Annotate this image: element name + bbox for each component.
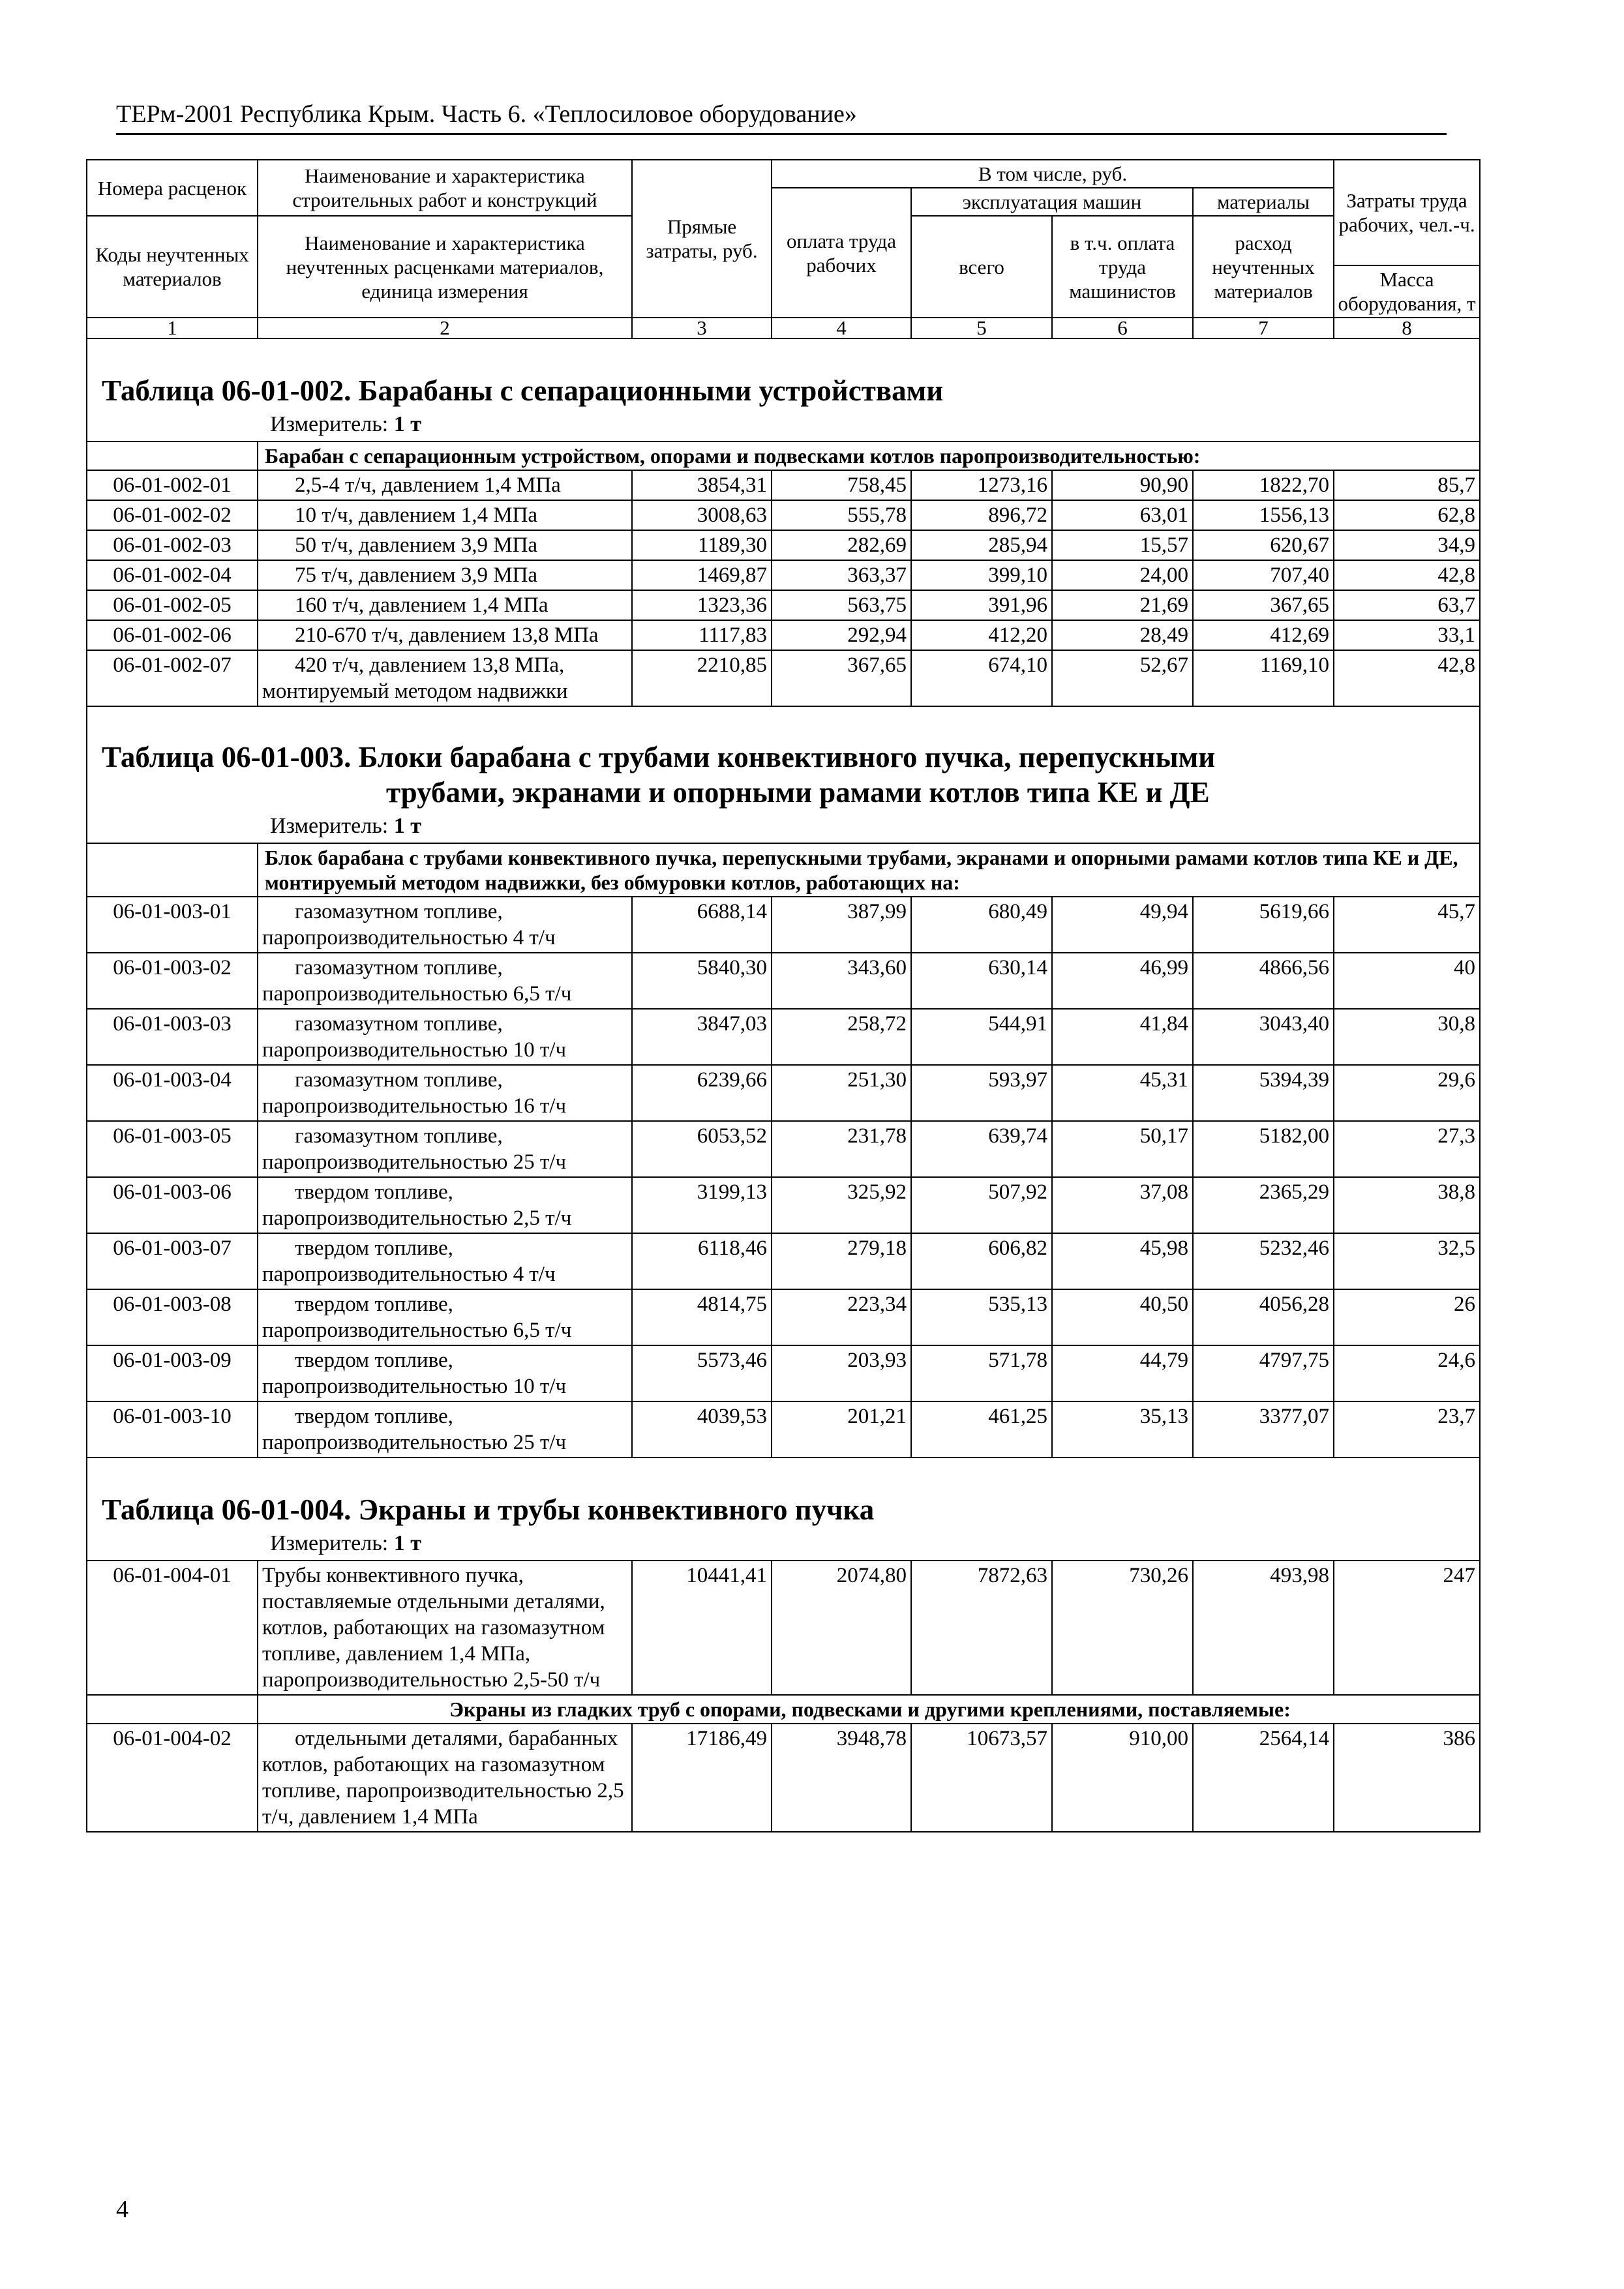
table-002-title: Таблица 06-01-002. Барабаны с сепарационными устройствами (102, 374, 944, 407)
rate-code: 06-01-004-02 (87, 1724, 258, 1832)
table-row (87, 953, 1480, 1009)
machines-total: 680,49 (911, 897, 1052, 953)
column-number: 4 (772, 318, 911, 338)
materials-cost: 2564,14 (1193, 1724, 1334, 1832)
machinist-wages: 35,13 (1052, 1401, 1193, 1458)
table-003-measure-row (87, 810, 1480, 843)
labor-hours: 30,8 (1334, 1009, 1480, 1065)
labor-hours: 85,7 (1334, 470, 1480, 500)
page-number: 4 (116, 2196, 128, 2223)
direct-costs: 3008,63 (632, 500, 772, 530)
col4-header: оплата труда рабочих (772, 188, 911, 318)
col3-header: Прямые затраты, руб. (632, 160, 772, 318)
table-row (87, 1009, 1480, 1065)
machinist-wages: 44,79 (1052, 1345, 1193, 1401)
machines-header: эксплуатация машин (911, 188, 1193, 216)
table-row (87, 500, 1480, 530)
labor-hours: 29,6 (1334, 1065, 1480, 1121)
machinist-wages: 50,17 (1052, 1121, 1193, 1177)
worker-wages: 203,93 (772, 1345, 911, 1401)
labor-hours: 40 (1334, 953, 1480, 1009)
table-002-measure-row (87, 408, 1480, 441)
machines-total: 571,78 (911, 1345, 1052, 1401)
table-row (87, 1401, 1480, 1458)
column-number: 8 (1334, 318, 1480, 338)
column-number: 6 (1052, 318, 1193, 338)
col8-bottom-header: Масса оборудования, т (1334, 265, 1480, 318)
machines-total: 399,10 (911, 560, 1052, 590)
rate-name: твердом топливе, паропроизводительностью 6,5 т/ч (258, 1289, 632, 1345)
direct-costs: 10441,41 (632, 1561, 772, 1695)
machines-total: 544,91 (911, 1009, 1052, 1065)
machines-total: 535,13 (911, 1289, 1052, 1345)
worker-wages: 201,21 (772, 1401, 911, 1458)
rate-name: отдельными деталями, барабанных котлов, работающих на газомазутном топливе, паропроизводительностью 2,5 т/ч, давлением 1,4 МПа (258, 1724, 632, 1832)
col6-header: в т.ч. оплата труда машинистов (1052, 216, 1193, 318)
rate-name: 160 т/ч, давлением 1,4 МПа (258, 590, 632, 620)
worker-wages: 223,34 (772, 1289, 911, 1345)
rate-name: твердом топливе, паропроизводительностью 10 т/ч (258, 1345, 632, 1401)
rate-code: 06-01-002-02 (87, 500, 258, 530)
machinist-wages: 49,94 (1052, 897, 1193, 953)
rate-code: 06-01-003-05 (87, 1121, 258, 1177)
rate-name: газомазутном топливе, паропроизводительностью 16 т/ч (258, 1065, 632, 1121)
table-row (87, 470, 1480, 500)
worker-wages: 292,94 (772, 620, 911, 650)
worker-wages: 343,60 (772, 953, 911, 1009)
table-row (87, 620, 1480, 650)
group-caption: Экраны из гладких труб с опорами, подвесками и другими креплениями, поставляемые: (258, 1695, 1480, 1724)
table-002-group-row (87, 441, 1480, 470)
labor-hours: 42,8 (1334, 650, 1480, 706)
materials-cost: 412,69 (1193, 620, 1334, 650)
measure-label: Измеритель: (270, 412, 389, 436)
materials-cost: 5182,00 (1193, 1121, 1334, 1177)
direct-costs: 6053,52 (632, 1121, 772, 1177)
rate-name: 210-670 т/ч, давлением 13,8 МПа (258, 620, 632, 650)
labor-hours: 42,8 (1334, 560, 1480, 590)
direct-costs: 5840,30 (632, 953, 772, 1009)
materials-header: материалы (1193, 188, 1334, 216)
materials-cost: 4056,28 (1193, 1289, 1334, 1345)
direct-costs: 4814,75 (632, 1289, 772, 1345)
rate-code: 06-01-003-03 (87, 1009, 258, 1065)
rate-code: 06-01-003-04 (87, 1065, 258, 1121)
rate-name: газомазутном топливе, паропроизводительностью 25 т/ч (258, 1121, 632, 1177)
column-number: 5 (911, 318, 1052, 338)
rate-name: 2,5-4 т/ч, давлением 1,4 МПа (258, 470, 632, 500)
rate-name: Трубы конвективного пучка, поставляемые отдельными деталями, котлов, работающих на газомазутном топливе, давлением 1,4 МПа, паропроизводительностью 2,5-50 т/ч (258, 1561, 632, 1695)
machines-total: 10673,57 (911, 1724, 1052, 1832)
labor-hours: 247 (1334, 1561, 1480, 1695)
measure-label: Измеритель: (270, 1531, 389, 1555)
worker-wages: 555,78 (772, 500, 911, 530)
materials-cost: 4797,75 (1193, 1345, 1334, 1401)
rate-code: 06-01-004-01 (87, 1561, 258, 1695)
table-row (87, 1561, 1480, 1695)
table-row (87, 1724, 1480, 1832)
materials-cost: 707,40 (1193, 560, 1334, 590)
table-row (87, 1121, 1480, 1177)
table-row (87, 650, 1480, 706)
rate-code: 06-01-003-07 (87, 1233, 258, 1289)
direct-costs: 1117,83 (632, 620, 772, 650)
labor-hours: 63,7 (1334, 590, 1480, 620)
table-row (87, 1065, 1480, 1121)
header-title: ТЕРм-2001 Республика Крым. Часть 6. «Теплосиловое оборудование» (116, 100, 857, 128)
worker-wages: 758,45 (772, 470, 911, 500)
col5-header: всего (911, 216, 1052, 318)
rate-name: 50 т/ч, давлением 3,9 МПа (258, 530, 632, 560)
direct-costs: 4039,53 (632, 1401, 772, 1458)
column-number: 2 (258, 318, 632, 338)
direct-costs: 3854,31 (632, 470, 772, 500)
column-number: 1 (87, 318, 258, 338)
labor-hours: 32,5 (1334, 1233, 1480, 1289)
rate-code: 06-01-002-04 (87, 560, 258, 590)
table-row (87, 1289, 1480, 1345)
machinist-wages: 24,00 (1052, 560, 1193, 590)
machinist-wages: 730,26 (1052, 1561, 1193, 1695)
rate-code: 06-01-003-01 (87, 897, 258, 953)
direct-costs: 3847,03 (632, 1009, 772, 1065)
rate-code: 06-01-002-07 (87, 650, 258, 706)
rate-name: газомазутном топливе, паропроизводительностью 4 т/ч (258, 897, 632, 953)
labor-hours: 23,7 (1334, 1401, 1480, 1458)
machines-total: 639,74 (911, 1121, 1052, 1177)
group-caption: Барабан с сепарационным устройством, опорами и подвесками котлов паропроизводительностью: (258, 441, 1480, 470)
header-row-1 (87, 160, 1480, 188)
worker-wages: 231,78 (772, 1121, 911, 1177)
machinist-wages: 21,69 (1052, 590, 1193, 620)
rate-name: 420 т/ч, давлением 13,8 МПа, монтируемый методом надвижки (258, 650, 632, 706)
machines-total: 507,92 (911, 1177, 1052, 1233)
machinist-wages: 63,01 (1052, 500, 1193, 530)
table-002-title-row (87, 338, 1480, 408)
table-004-measure-row (87, 1527, 1480, 1561)
machines-total: 391,96 (911, 590, 1052, 620)
direct-costs: 17186,49 (632, 1724, 772, 1832)
col8-top-header: Затраты труда рабочих, чел.-ч. (1334, 160, 1480, 265)
machines-total: 1273,16 (911, 470, 1052, 500)
rate-name: твердом топливе, паропроизводительностью 25 т/ч (258, 1401, 632, 1458)
rate-code: 06-01-002-01 (87, 470, 258, 500)
rate-name: твердом топливе, паропроизводительностью 4 т/ч (258, 1233, 632, 1289)
rate-name: 75 т/ч, давлением 3,9 МПа (258, 560, 632, 590)
machinist-wages: 45,31 (1052, 1065, 1193, 1121)
machinist-wages: 52,67 (1052, 650, 1193, 706)
worker-wages: 258,72 (772, 1009, 911, 1065)
worker-wages: 282,69 (772, 530, 911, 560)
machines-total: 412,20 (911, 620, 1052, 650)
rate-code: 06-01-002-03 (87, 530, 258, 560)
table-row (87, 590, 1480, 620)
rate-code: 06-01-002-06 (87, 620, 258, 650)
measure-value: 1 т (393, 412, 421, 436)
table-004-group-row (87, 1695, 1480, 1724)
machines-total: 285,94 (911, 530, 1052, 560)
machinist-wages: 15,57 (1052, 530, 1193, 560)
labor-hours: 38,8 (1334, 1177, 1480, 1233)
machines-total: 630,14 (911, 953, 1052, 1009)
rate-code: 06-01-003-09 (87, 1345, 258, 1401)
including-header: В том числе, руб. (772, 160, 1334, 188)
labor-hours: 386 (1334, 1724, 1480, 1832)
rate-code: 06-01-003-10 (87, 1401, 258, 1458)
rates-table (86, 159, 1481, 1833)
worker-wages: 279,18 (772, 1233, 911, 1289)
table-row (87, 1345, 1480, 1401)
materials-cost: 620,67 (1193, 530, 1334, 560)
col1-top-header: Номера расценок (87, 160, 258, 216)
labor-hours: 26 (1334, 1289, 1480, 1345)
table-003-title-line2: трубами, экранами и опорными рамами котлов типа КЕ и ДЕ (386, 776, 1210, 809)
direct-costs: 6118,46 (632, 1233, 772, 1289)
direct-costs: 1469,87 (632, 560, 772, 590)
direct-costs: 2210,85 (632, 650, 772, 706)
labor-hours: 24,6 (1334, 1345, 1480, 1401)
rate-name: газомазутном топливе, паропроизводительностью 10 т/ч (258, 1009, 632, 1065)
rate-code: 06-01-003-02 (87, 953, 258, 1009)
materials-cost: 1556,13 (1193, 500, 1334, 530)
worker-wages: 325,92 (772, 1177, 911, 1233)
materials-cost: 3377,07 (1193, 1401, 1334, 1458)
column-numbers-row (87, 318, 1480, 338)
direct-costs: 1189,30 (632, 530, 772, 560)
rate-name: твердом топливе, паропроизводительностью 2,5 т/ч (258, 1177, 632, 1233)
machinist-wages: 910,00 (1052, 1724, 1193, 1832)
table-row (87, 1177, 1480, 1233)
materials-cost: 367,65 (1193, 590, 1334, 620)
measure-value: 1 т (393, 814, 421, 838)
col2-top-header: Наименование и характеристика строительных работ и конструкций (258, 160, 632, 216)
materials-cost: 4866,56 (1193, 953, 1334, 1009)
materials-cost: 5394,39 (1193, 1065, 1334, 1121)
machinist-wages: 46,99 (1052, 953, 1193, 1009)
rate-name: 10 т/ч, давлением 1,4 МПа (258, 500, 632, 530)
table-004-title: Таблица 06-01-004. Экраны и трубы конвективного пучка (102, 1493, 875, 1526)
group-caption: Блок барабана с трубами конвективного пучка, перепускными трубами, экранами и опорными рамами котлов типа КЕ и ДЕ, монтируемый методом надвижки, без обмуровки котлов, работающих на: (258, 843, 1480, 897)
worker-wages: 363,37 (772, 560, 911, 590)
table-row (87, 1233, 1480, 1289)
machines-total: 593,97 (911, 1065, 1052, 1121)
machines-total: 674,10 (911, 650, 1052, 706)
worker-wages: 563,75 (772, 590, 911, 620)
direct-costs: 1323,36 (632, 590, 772, 620)
machines-total: 606,82 (911, 1233, 1052, 1289)
machinist-wages: 40,50 (1052, 1289, 1193, 1345)
direct-costs: 3199,13 (632, 1177, 772, 1233)
machinist-wages: 28,49 (1052, 620, 1193, 650)
col1-bottom-header: Коды неучтенных материалов (87, 216, 258, 318)
table-003-title-line1: Таблица 06-01-003. Блоки барабана с трубами конвективного пучка, перепускными (102, 741, 1216, 773)
table-003-rows (87, 897, 1480, 1458)
column-number: 7 (1193, 318, 1334, 338)
column-number: 3 (632, 318, 772, 338)
rate-code: 06-01-002-05 (87, 590, 258, 620)
machinist-wages: 41,84 (1052, 1009, 1193, 1065)
materials-cost: 3043,40 (1193, 1009, 1334, 1065)
measure-value: 1 т (393, 1531, 421, 1555)
worker-wages: 367,65 (772, 650, 911, 706)
worker-wages: 2074,80 (772, 1561, 911, 1695)
col7-header: расход неучтенных материалов (1193, 216, 1334, 318)
labor-hours: 62,8 (1334, 500, 1480, 530)
rate-code: 06-01-003-08 (87, 1289, 258, 1345)
table-row (87, 897, 1480, 953)
machinist-wages: 37,08 (1052, 1177, 1193, 1233)
machines-total: 461,25 (911, 1401, 1052, 1458)
machinist-wages: 90,90 (1052, 470, 1193, 500)
table-row (87, 530, 1480, 560)
labor-hours: 45,7 (1334, 897, 1480, 953)
machines-total: 896,72 (911, 500, 1052, 530)
measure-label: Измеритель: (270, 814, 389, 838)
machines-total: 7872,63 (911, 1561, 1052, 1695)
direct-costs: 6688,14 (632, 897, 772, 953)
worker-wages: 251,30 (772, 1065, 911, 1121)
materials-cost: 5232,46 (1193, 1233, 1334, 1289)
page-header (116, 98, 1447, 135)
rate-name: газомазутном топливе, паропроизводительностью 6,5 т/ч (258, 953, 632, 1009)
labor-hours: 34,9 (1334, 530, 1480, 560)
labor-hours: 33,1 (1334, 620, 1480, 650)
direct-costs: 6239,66 (632, 1065, 772, 1121)
rate-code: 06-01-003-06 (87, 1177, 258, 1233)
table-002-rows (87, 470, 1480, 706)
col2-bottom-header: Наименование и характеристика неучтенных расценками материалов, единица измерения (258, 216, 632, 318)
worker-wages: 3948,78 (772, 1724, 911, 1832)
materials-cost: 1169,10 (1193, 650, 1334, 706)
table-004-title-row (87, 1458, 1480, 1527)
materials-cost: 1822,70 (1193, 470, 1334, 500)
table-row (87, 560, 1480, 590)
worker-wages: 387,99 (772, 897, 911, 953)
materials-cost: 493,98 (1193, 1561, 1334, 1695)
labor-hours: 27,3 (1334, 1121, 1480, 1177)
materials-cost: 5619,66 (1193, 897, 1334, 953)
machinist-wages: 45,98 (1052, 1233, 1193, 1289)
direct-costs: 5573,46 (632, 1345, 772, 1401)
table-003-group-row (87, 843, 1480, 897)
materials-cost: 2365,29 (1193, 1177, 1334, 1233)
table-003-title-row (87, 706, 1480, 810)
